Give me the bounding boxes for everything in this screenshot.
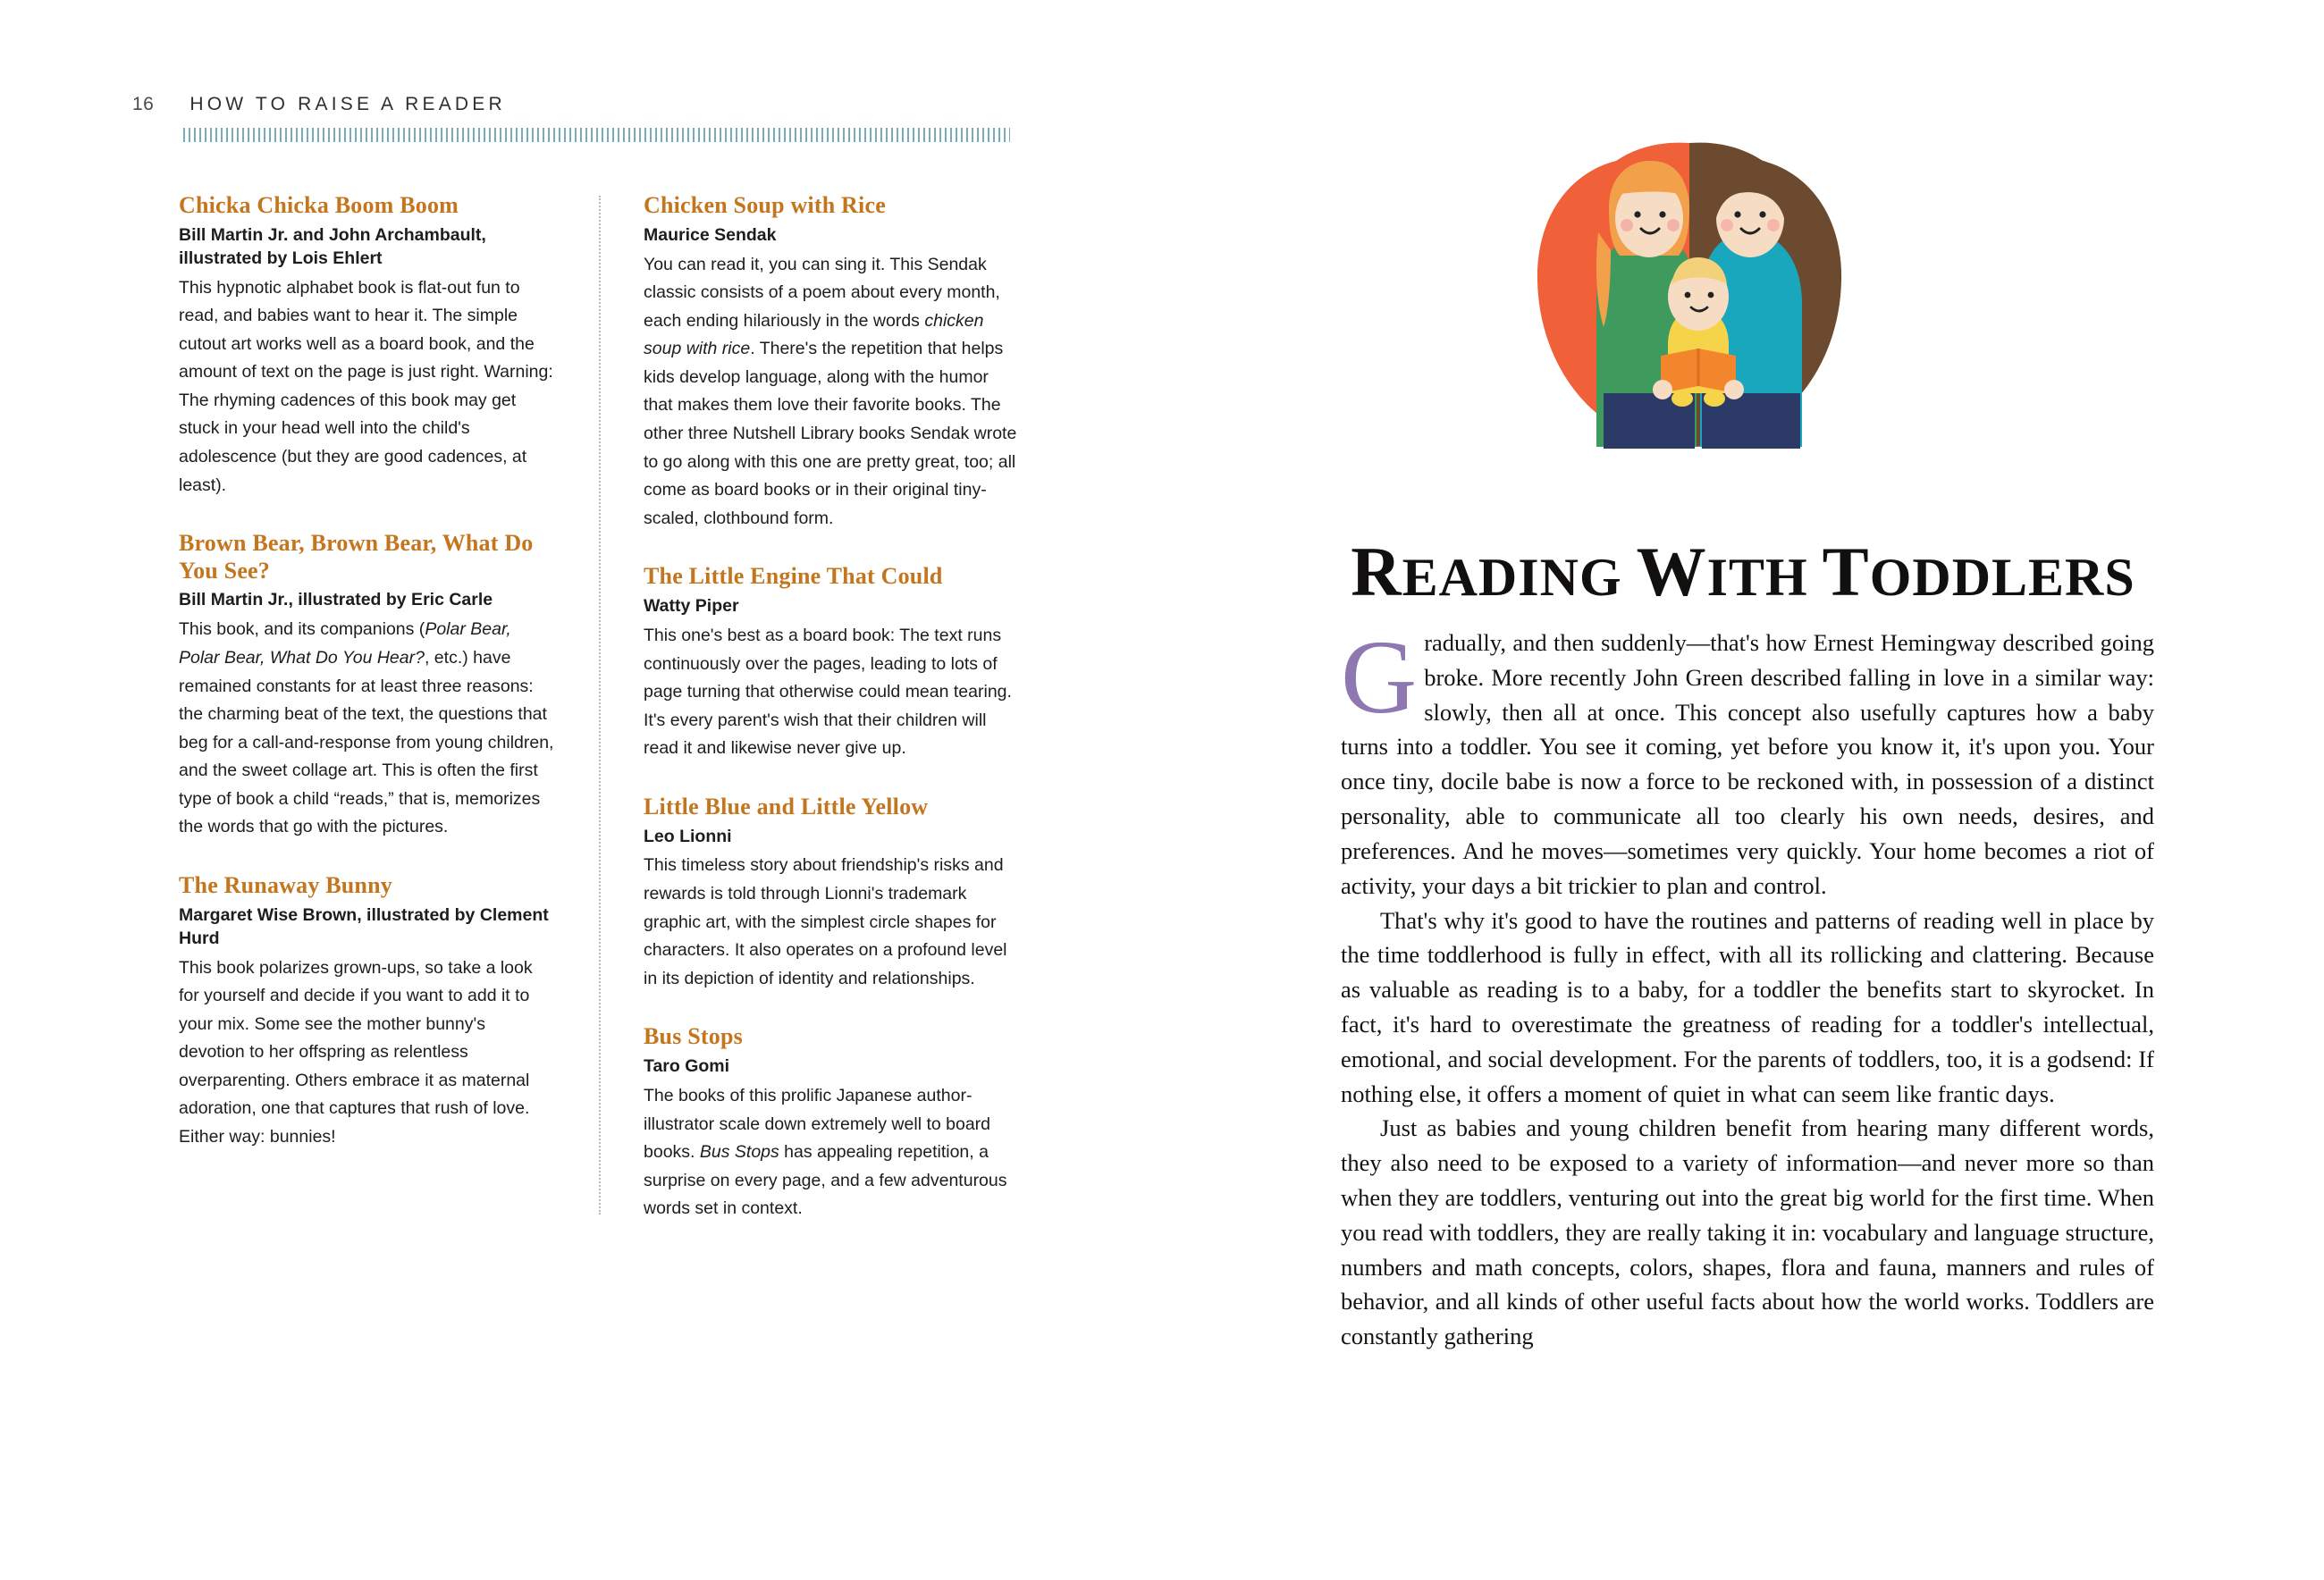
book-author: Leo Lionni [644,826,732,846]
book-description: You can read it, you can sing it. This Sendak classic consists of a poem about every month, each ending hilariously in the words chicken soup with rice. There's the repetition that helps kids develop language, along with the humor that makes them love their favorite books. The other three Nutshell Library books Sendak wrote to go along with this one are pretty great, too; all come as board books or in their original tiny-scaled, clothbound form. [644,254,1017,528]
paragraph: Just as babies and young children benefit from hearing many different words, they also need to be exposed to a variety of information—and never more so than when they are toddlers, venturing out into the great big world for the first time. When you read with toddlers, they are really taking it in: vocabulary and language structure, numbers and math concepts, colors, shapes, flora and fauna, manners and rules of behavior, and all kinds of other useful facts about how the world works. Toddlers are constantly gathering [1341,1114,2154,1350]
book-description: The books of this prolific Japanese author-illustrator scale down extremely well to board books. Bus Stops has appealing repetition, a surprise on every page, and a few adventurous words set in context. [644,1085,1007,1219]
book-description: This hypnotic alphabet book is flat-out fun to read, and babies want to hear it. The simple cutout art works well as a board book, and the amount of text on the page is just right. Warning: The rhyming cadences of this book may get stuck in your head well into the child's adolescence (but they are good cadences, at least). [179,277,553,495]
family-reading-illustration [1511,125,1886,509]
book-entry [179,530,554,842]
book-title: Bus Stops [644,1023,743,1050]
book-title: Chicken Soup with Rice [644,192,886,218]
book-entry [644,192,1019,533]
book-title: The Runaway Bunny [179,872,392,899]
chapter-body [1341,618,2154,1354]
book-title: The Little Engine That Could [644,563,943,590]
paragraph: That's why it's good to have the routines and patterns of reading well in place by the time toddlerhood is fully in effect, with all its rollicking and clattering. Because as valuable as reading is to a baby, for a toddler the benefits start to skyrocket. In fact, it's hard to overestimate the greatness of reading for a toddler's intellectual, emotional, and social development. For the parents of toddlers, too, it is a godsend: If nothing else, it offers a moment of quiet in what can seem like frantic days. [1341,906,2154,1107]
book-title: Little Blue and Little Yellow [644,793,929,819]
paragraph-text: radually, and then suddenly—that's how Ernest Hemingway described going broke. More recently John Green described falling in love in a similar way: slowly, then all at once. This concept also usefully captures how a baby turns into a toddler. You see it coming, yet before you know it, it's upon you. Your once tiny, docile babe is now a force to be reckoned with, in possession of a distinct personality, able to communicate all too clearly his own needs, desires, and preferences. And he moves—sometimes very quickly. Your home becomes a riot of activity, your days a bit trickier to plan and control. [1341,629,2154,899]
booklist-column-2 [599,192,1019,1223]
book-description: This book, and its companions (Polar Bear, Polar Bear, What Do You Hear?, etc.) have remained constants for at least three reasons: the charming beat of the text, the questions that beg for a call-and-response from young children, and the sweet collage art. This is often the first type of book a child “reads,” that is, memorizes the words that go with the pictures. [179,619,554,837]
book-author: Watty Piper [644,596,739,617]
book-description: This timeless story about friendship's risks and rewards is told through Lionni's trademark graphic art, with the simplest circle shapes for characters. It also operates on a profound level in its depiction of identity and relationships. [644,855,1007,988]
recommended-books-list [179,192,1019,1223]
book-description: This one's best as a board book: The text runs continuously over the pages, leading to lots of page turning that otherwise could mean tearing. It's every parent's wish that their children will read it and likewise never give up. [644,625,1012,759]
chapter-title: READING WITH TODDLERS [1351,533,2135,611]
book-entry [179,872,554,1152]
book-author: Margaret Wise Brown, illustrated by Clement Hurd [179,904,549,948]
book-entry [179,192,554,500]
book-title: Brown Bear, Brown Bear, What Do You See? [179,530,534,584]
drop-cap: G [1341,618,1418,735]
book-description: This book polarizes grown-ups, so take a look for yourself and decide if you want to add it to your mix. Some see the mother bunny's devotion to her offspring as relentless overparenting. Others embrace it as maternal adoration, one that captures that rush of love. Either way: bunnies! [179,957,533,1147]
book-author: Bill Martin Jr., illustrated by Eric Carle [179,590,493,610]
book-entry [644,794,1019,993]
booklist-column-1 [179,192,554,1223]
book-author: Maurice Sendak [644,224,777,245]
page-number: 16 [132,94,155,114]
dotted-rule-divider [183,128,1010,142]
book-author: Taro Gomi [644,1056,730,1077]
running-head [132,94,506,115]
book-author: Bill Martin Jr. and John Archambault, illustrated by Lois Ehlert [179,224,486,268]
book-entry [644,563,1019,762]
running-head-title: HOW TO RAISE A READER [189,94,506,114]
book-entry [644,1023,1019,1223]
book-title: Chicka Chicka Boom Boom [179,192,459,218]
paragraph [1341,618,2154,903]
